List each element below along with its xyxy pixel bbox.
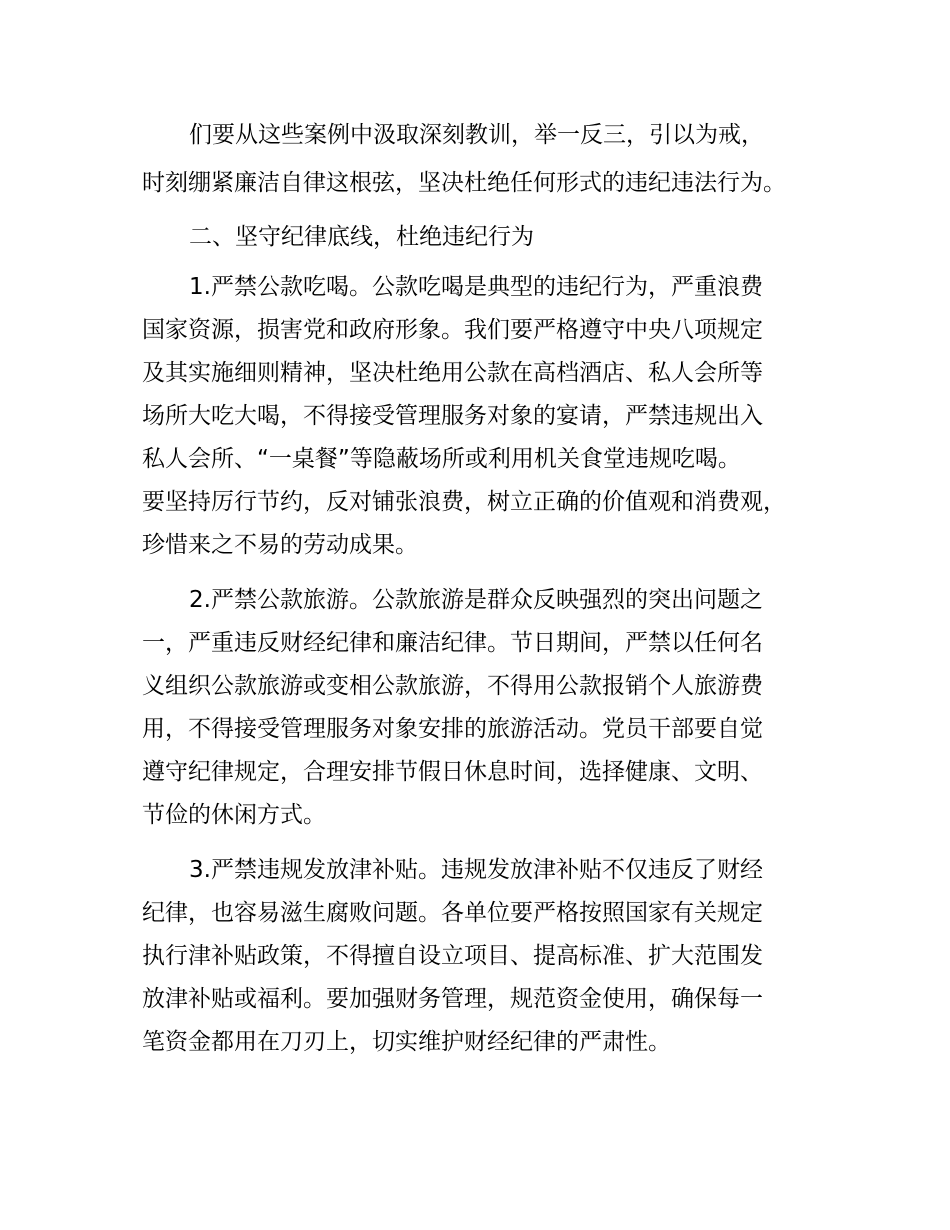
paragraph-2-line-4: 场所大吃大喝，不得接受管理服务对象的宴请，严禁违规出入 — [142, 403, 763, 429]
paragraph-2-line-5: 私人会所、“一桌餐”等隐蔽场所或利用机关食堂违规吃喝。 — [142, 446, 741, 472]
paragraph-2-line-7: 珍惜来之不易的劳动成果。 — [142, 532, 418, 558]
paragraph-1-line-2: 时刻绷紧廉洁自律这根弦，坚决杜绝任何形式的违纪违法行为。 — [142, 170, 786, 196]
paragraph-4-line-5: 笔资金都用在刀刃上，切实维护财经纪律的严肃性。 — [142, 1029, 671, 1055]
paragraph-4-line-4: 放津补贴或福利。要加强财务管理，规范资金使用，确保每一 — [142, 986, 763, 1012]
paragraph-4-line-2: 纪律，也容易滋生腐败问题。各单位要严格按照国家有关规定 — [142, 900, 763, 926]
paragraph-3-line-1: 2.严禁公款旅游。公款旅游是群众反映强烈的突出问题之 — [189, 587, 763, 613]
paragraph-2-line-1: 1.严禁公款吃喝。公款吃喝是典型的违纪行为，严重浪费 — [189, 274, 763, 300]
paragraph-3-line-4: 用，不得接受管理服务对象安排的旅游活动。党员干部要自觉 — [142, 716, 763, 742]
paragraph-2-line-2: 国家资源，损害党和政府形象。我们要严格遵守中央八项规定 — [142, 317, 763, 343]
paragraph-4-line-3: 执行津补贴政策，不得擅自设立项目、提高标准、扩大范围发 — [142, 943, 763, 969]
paragraph-3-line-2: 一，严重违反财经纪律和廉洁纪律。节日期间，严禁以任何名 — [142, 630, 763, 656]
paragraph-3-line-5: 遵守纪律规定，合理安排节假日休息时间，选择健康、文明、 — [142, 759, 763, 785]
paragraph-3-line-3: 义组织公款旅游或变相公款旅游，不得用公款报销个人旅游费 — [142, 673, 763, 699]
paragraph-2-line-3: 及其实施细则精神，坚决杜绝用公款在高档酒店、私人会所等 — [142, 360, 763, 386]
section-heading: 二、坚守纪律底线，杜绝违纪行为 — [189, 224, 534, 250]
paragraph-3-line-6: 节俭的休闲方式。 — [142, 802, 326, 828]
paragraph-4-line-1: 3.严禁违规发放津补贴。违规发放津补贴不仅违反了财经 — [189, 857, 763, 883]
paragraph-2-line-6: 要坚持厉行节约，反对铺张浪费，树立正确的价值观和消费观， — [142, 489, 786, 515]
paragraph-1-line-1: 们要从这些案例中汲取深刻教训，举一反三，引以为戒， — [189, 122, 764, 148]
